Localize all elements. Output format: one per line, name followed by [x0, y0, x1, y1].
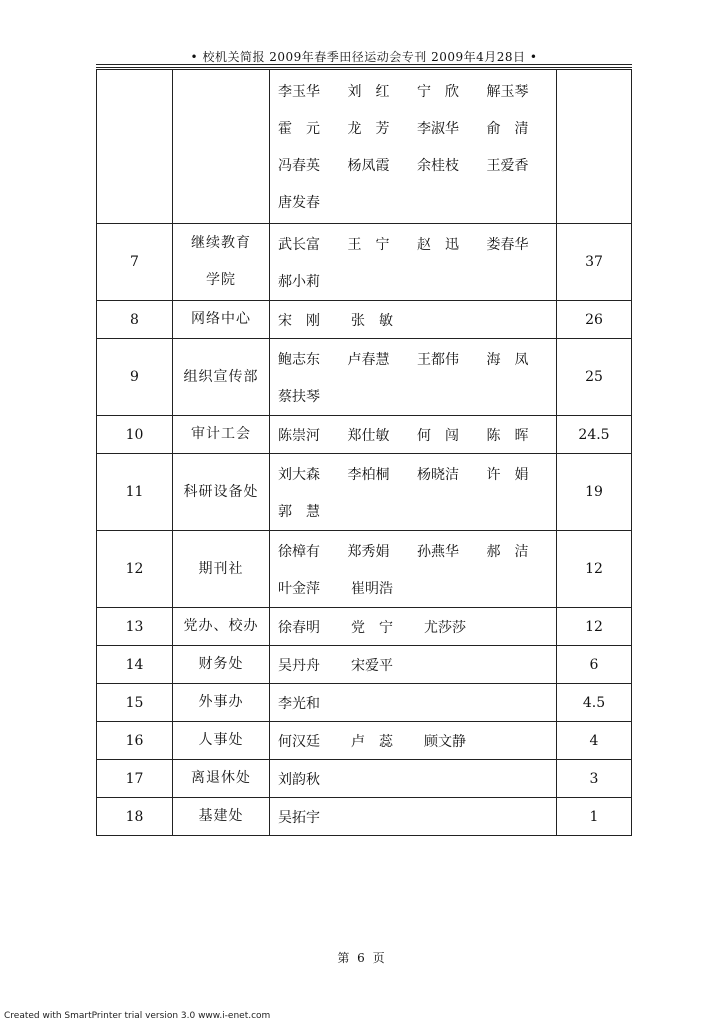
score-value: 19 [557, 454, 632, 531]
participant-name: 王都伟 [417, 351, 459, 368]
participant-name: 蔡扶琴 [278, 388, 320, 405]
score-value: 3 [557, 760, 632, 798]
participant-name: 许 娟 [486, 466, 529, 483]
unit-cell [173, 454, 270, 531]
row-number: 13 [97, 608, 173, 646]
participant-line [278, 73, 556, 110]
participant-line [278, 608, 556, 645]
participant-name: 宋爱平 [351, 657, 393, 674]
participants-cell [270, 339, 557, 416]
participants-cell [270, 224, 557, 301]
unit-cell [173, 722, 270, 760]
row-number: 9 [97, 339, 173, 416]
participant-name: 俞 清 [486, 121, 529, 137]
participant-name: 王 宁 [347, 236, 390, 253]
participants-cell [270, 646, 557, 684]
participant-name: 刘大森 [278, 466, 320, 483]
participant-line [278, 532, 556, 569]
unit-cell [173, 339, 270, 416]
unit-name: 组织宣传部 [183, 368, 259, 385]
unit-cell [173, 608, 270, 646]
participant-name: 党 宁 [351, 619, 393, 636]
participant-name: 何 闯 [417, 427, 459, 444]
row-number: 10 [97, 416, 173, 454]
table-row [97, 760, 632, 798]
score-value: 26 [557, 301, 632, 339]
participant-name: 郝小莉 [278, 273, 320, 290]
table-row [97, 224, 632, 301]
participant-line [278, 455, 556, 492]
unit-cell [173, 684, 270, 722]
participants-cell [270, 416, 557, 454]
participant-line [278, 184, 556, 221]
participant-name: 赵 迅 [417, 236, 459, 253]
participant-name: 卢春慧 [347, 351, 390, 368]
row-number: 11 [97, 454, 173, 531]
participant-name: 杨晓洁 [417, 466, 459, 483]
table-row [97, 531, 632, 608]
table-row [97, 454, 632, 531]
participants-cell [270, 760, 557, 798]
participant-line [278, 798, 556, 835]
participant-name: 宁 欣 [417, 84, 459, 100]
score-value: 37 [557, 224, 632, 301]
participant-line [278, 569, 556, 606]
participant-name: 李柏桐 [347, 466, 390, 483]
score-value [557, 70, 632, 224]
participants-cell [270, 684, 557, 722]
unit-name: 党办、校办 [183, 618, 259, 634]
unit-name: 基建处 [198, 808, 244, 824]
row-number: 14 [97, 646, 173, 684]
unit-name: 外事办 [198, 694, 244, 710]
participant-name: 王爱香 [486, 158, 529, 174]
participant-line [278, 110, 556, 147]
participant-line [278, 416, 556, 453]
participants-cell [270, 608, 557, 646]
participant-name: 尤莎莎 [424, 619, 466, 636]
unit-name: 继续教育 [191, 235, 251, 251]
score-value: 25 [557, 339, 632, 416]
score-value: 4.5 [557, 684, 632, 722]
participant-line [278, 684, 556, 721]
participant-name: 孙燕华 [417, 543, 459, 560]
table-row [97, 646, 632, 684]
participant-name: 龙 芳 [347, 121, 390, 137]
unit-name: 审计工会 [191, 426, 251, 442]
table-row [97, 684, 632, 722]
participant-line [278, 147, 556, 184]
score-value: 4 [557, 722, 632, 760]
printer-watermark: Created with SmartPrinter trial version 3.0 www.i-enet.com [4, 1011, 271, 1021]
participant-line [278, 760, 556, 797]
participant-line [278, 377, 556, 414]
row-number: 7 [97, 224, 173, 301]
unit-name: 期刊社 [198, 560, 244, 577]
row-number: 16 [97, 722, 173, 760]
unit-cell [173, 646, 270, 684]
score-value: 24.5 [557, 416, 632, 454]
row-number: 15 [97, 684, 173, 722]
participant-name: 吴丹舟 [278, 657, 320, 674]
unit-cell [173, 798, 270, 836]
unit-cell [173, 760, 270, 798]
participant-name: 解玉琴 [486, 84, 529, 100]
unit-cell [173, 531, 270, 608]
participant-line [278, 340, 556, 377]
score-table [96, 69, 632, 836]
participant-name: 郑秀娟 [347, 543, 390, 560]
row-number [97, 70, 173, 224]
participant-line [278, 301, 556, 338]
header-rule [96, 64, 632, 65]
table-row [97, 339, 632, 416]
participant-name: 李玉华 [278, 84, 320, 100]
unit-cell [173, 416, 270, 454]
unit-name: 网络中心 [191, 311, 251, 327]
participant-name: 刘 红 [347, 84, 390, 100]
participant-name: 张 敏 [351, 312, 393, 329]
participant-name: 郑仕敏 [347, 427, 390, 444]
participant-name: 徐樟有 [278, 543, 320, 560]
participant-name: 武长富 [278, 236, 320, 253]
score-value: 12 [557, 608, 632, 646]
score-value: 6 [557, 646, 632, 684]
unit-cell [173, 224, 270, 301]
page-header: • 校机关简报 2009年春季田径运动会专刊 2009年4月28日 • [190, 50, 538, 64]
table-row [97, 416, 632, 454]
participant-name: 郝 洁 [486, 543, 529, 560]
page-number: 第 6 页 [337, 951, 387, 965]
participant-name: 杨凤霞 [347, 158, 390, 174]
participant-name: 何汉廷 [278, 733, 320, 750]
participant-name: 李淑华 [417, 121, 459, 137]
row-number: 12 [97, 531, 173, 608]
participant-name: 余桂枝 [417, 158, 459, 174]
participants-cell [270, 798, 557, 836]
participant-line [278, 646, 556, 683]
row-number: 8 [97, 301, 173, 339]
participant-name: 李光和 [278, 695, 320, 712]
participant-name: 崔明浩 [351, 580, 393, 597]
unit-cell [173, 301, 270, 339]
participant-name: 冯春英 [278, 158, 320, 174]
score-value: 1 [557, 798, 632, 836]
participant-name: 宋 刚 [278, 312, 320, 329]
table-row [97, 70, 632, 224]
row-number: 17 [97, 760, 173, 798]
participant-line [278, 492, 556, 529]
unit-name: 离退休处 [191, 770, 251, 786]
row-number: 18 [97, 798, 173, 836]
participant-name: 刘韵秋 [278, 771, 320, 788]
unit-name: 财务处 [198, 656, 244, 672]
participant-name: 吴拓宇 [278, 809, 320, 826]
participants-cell [270, 70, 557, 224]
participant-name: 叶金萍 [278, 580, 320, 597]
participant-name: 顾文静 [424, 733, 466, 750]
participant-name: 徐春明 [278, 619, 320, 636]
participants-cell [270, 531, 557, 608]
participant-name: 陈崇河 [278, 427, 320, 444]
participant-name: 鲍志东 [278, 351, 320, 368]
table-row [97, 722, 632, 760]
participant-name: 海 凤 [486, 351, 529, 368]
participant-name: 卢 蕊 [351, 733, 393, 750]
unit-name: 人事处 [198, 732, 244, 748]
participants-cell [270, 454, 557, 531]
unit-name: 学院 [206, 272, 236, 288]
header-rule-thin [96, 67, 632, 68]
participant-name: 陈 晖 [486, 427, 529, 444]
participants-cell [270, 722, 557, 760]
participant-name: 霍 元 [278, 121, 320, 137]
table-row [97, 301, 632, 339]
participants-cell [270, 301, 557, 339]
table-row [97, 608, 632, 646]
score-value: 12 [557, 531, 632, 608]
unit-cell [173, 70, 270, 224]
participant-line [278, 722, 556, 759]
unit-name: 科研设备处 [183, 483, 259, 500]
participant-name: 郭 慧 [278, 503, 320, 520]
participant-name: 娄春华 [486, 236, 529, 253]
participant-line [278, 262, 556, 299]
participant-name: 唐发春 [278, 195, 320, 211]
table-row [97, 798, 632, 836]
participant-line [278, 225, 556, 262]
